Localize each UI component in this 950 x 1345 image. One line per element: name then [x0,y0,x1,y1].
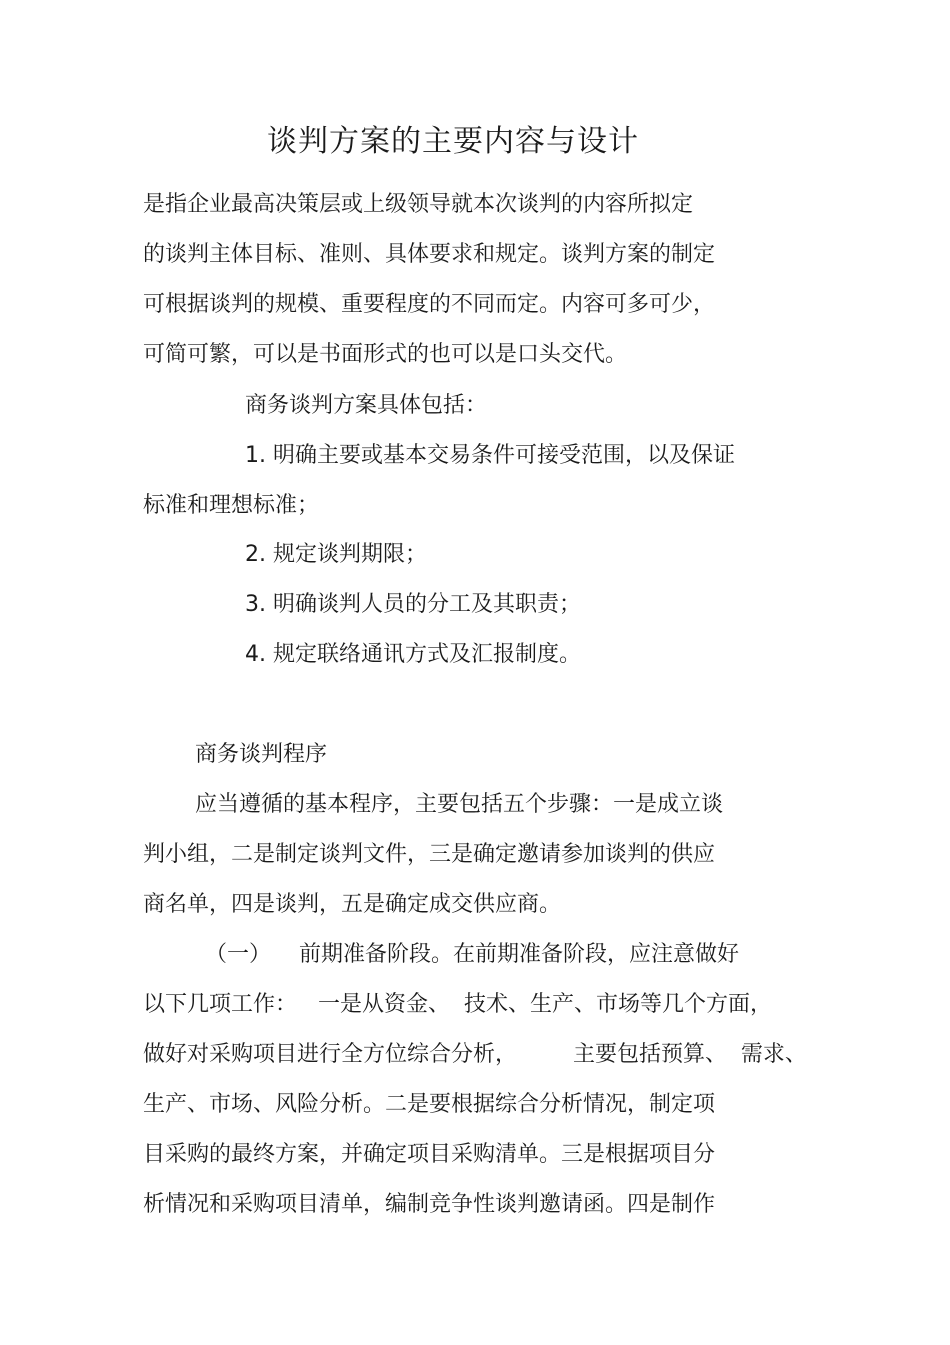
list-item-continuation: 标准和理想标准； [143,493,320,518]
paragraph-line: 判小组，二是制定谈判文件，三是确定邀请参加谈判的供应 [143,842,716,867]
list-item: 2. 规定谈判期限； [245,542,427,567]
paragraph-line: 应当遵循的基本程序，主要包括五个步骤：一是成立谈 [195,792,724,817]
document-title: 谈判方案的主要内容与设计 [267,124,639,159]
paragraph-line: 以下几项工作： 一是从资金、 技术、生产、市场等几个方面， [143,992,772,1017]
paragraph-line: 析情况和采购项目清单，编制竞争性谈判邀请函。四是制作 [143,1192,716,1217]
paragraph-line: 生产、市场、风险分析。二是要根据综合分析情况，制定项 [143,1092,716,1117]
list-item: 1. 明确主要或基本交易条件可接受范围，以及保证 [245,443,735,468]
paragraph-line: 可根据谈判的规模、重要程度的不同而定。内容可多可少， [143,292,716,317]
paragraph-line: 的谈判主体目标、准则、具体要求和规定。谈判方案的制定 [143,242,716,267]
list-item: 4. 规定联络通讯方式及汇报制度。 [245,642,581,667]
list-item: 3. 明确谈判人员的分工及其职责； [245,592,581,617]
paragraph-line: 可简可繁，可以是书面形式的也可以是口头交代。 [143,342,628,367]
paragraph-line: 目采购的最终方案，并确定项目采购清单。三是根据项目分 [143,1142,716,1167]
paragraph-line: （一） 前期准备阶段。在前期准备阶段，应注意做好 [205,942,739,967]
paragraph-line: 商名单，四是谈判，五是确定成交供应商。 [143,892,562,917]
section-heading: 商务谈判程序 [195,742,328,767]
paragraph-line: 是指企业最高决策层或上级领导就本次谈判的内容所拟定 [143,192,694,217]
paragraph-line: 做好对采购项目进行全方位综合分析， 主要包括预算、 需求、 [143,1042,807,1067]
list-intro: 商务谈判方案具体包括： [245,393,488,418]
